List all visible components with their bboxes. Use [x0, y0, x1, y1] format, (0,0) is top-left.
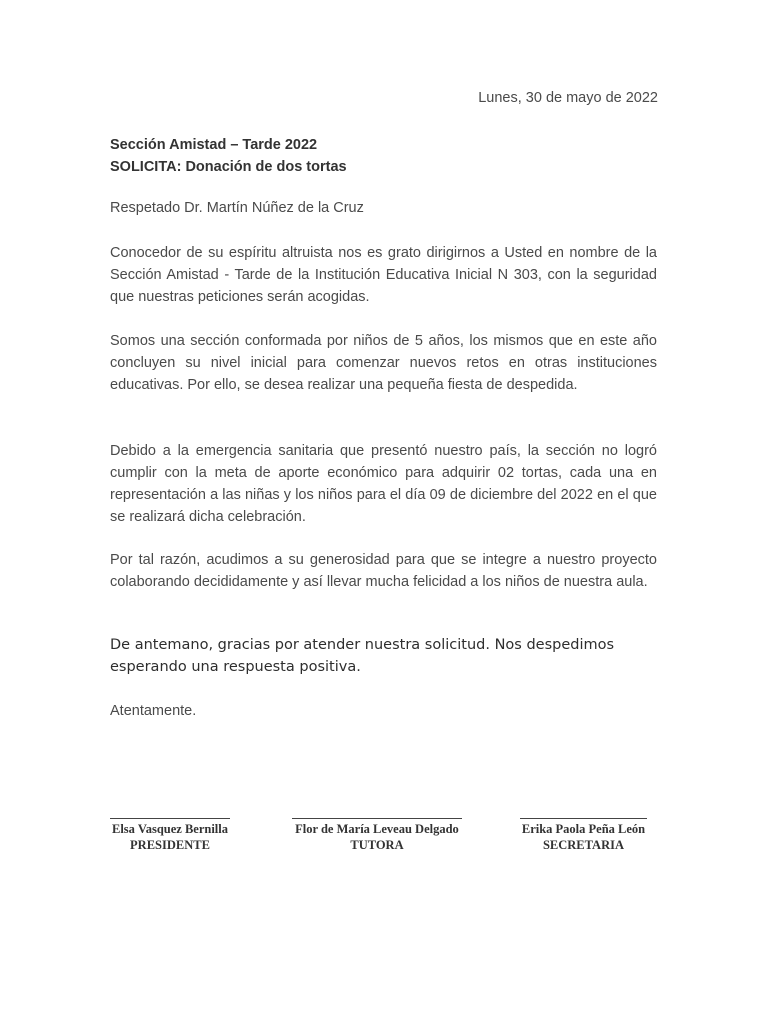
signature-tutor — [292, 808, 462, 853]
signer-role: TUTORA — [350, 838, 404, 852]
letter-header — [110, 134, 347, 178]
section-title: Sección Amistad – Tarde 2022 — [110, 137, 318, 153]
signer-name: Elsa Vasquez Bernilla — [112, 822, 228, 836]
signer-role: PRESIDENTE — [130, 838, 210, 852]
signer-name: Erika Paola Peña León — [521, 822, 646, 836]
signature-line — [520, 808, 647, 819]
greeting: Respetado Dr. Martín Núñez de la Cruz — [110, 200, 364, 216]
letter-date: Lunes, 30 de mayo de 2022 — [478, 90, 658, 106]
signature-secretary — [520, 808, 647, 853]
signature-president — [110, 808, 230, 853]
request-subject: SOLICITA: Donación de dos tortas — [110, 159, 347, 175]
closing-paragraph: De antemano, gracias por atender nuestra solicitud. Nos despedimos esperando una respuesta positiva. — [110, 637, 615, 675]
paragraph-3: Debido a la emergencia sanitaria que presentó nuestro país, la sección no logró cumplir con la meta de aporte económico para adquirir 02 tortas, cada una en representación a las niñas y los niños para el día 09 de diciembre del 2022 en el que se realizará dicha celebración. — [110, 443, 657, 525]
farewell: Atentamente. — [110, 703, 197, 719]
signer-role: SECRETARIA — [542, 838, 625, 852]
paragraph-1: Conocedor de su espíritu altruista nos es grato dirigirnos a Usted en nombre de la Sección Amistad - Tarde de la Institución Educativa Inicial N 303, con la seguridad que nuestras peticiones serán acogidas. — [110, 245, 657, 305]
paragraph-4: Por tal razón, acudimos a su generosidad para que se integre a nuestro proyecto colaborando decididamente y así llevar mucha felicidad a los niños de nuestra aula. — [110, 552, 657, 590]
paragraph-2: Somos una sección conformada por niños de 5 años, los mismos que en este año concluyen su nivel inicial para comenzar nuevos retos en otras instituciones educativas. Por ello, se desea realizar una pequeña fiesta de despedida. — [110, 333, 657, 393]
signature-line — [292, 808, 462, 819]
signer-name: Flor de María Leveau Delgado — [295, 822, 459, 836]
signature-line — [110, 808, 230, 819]
